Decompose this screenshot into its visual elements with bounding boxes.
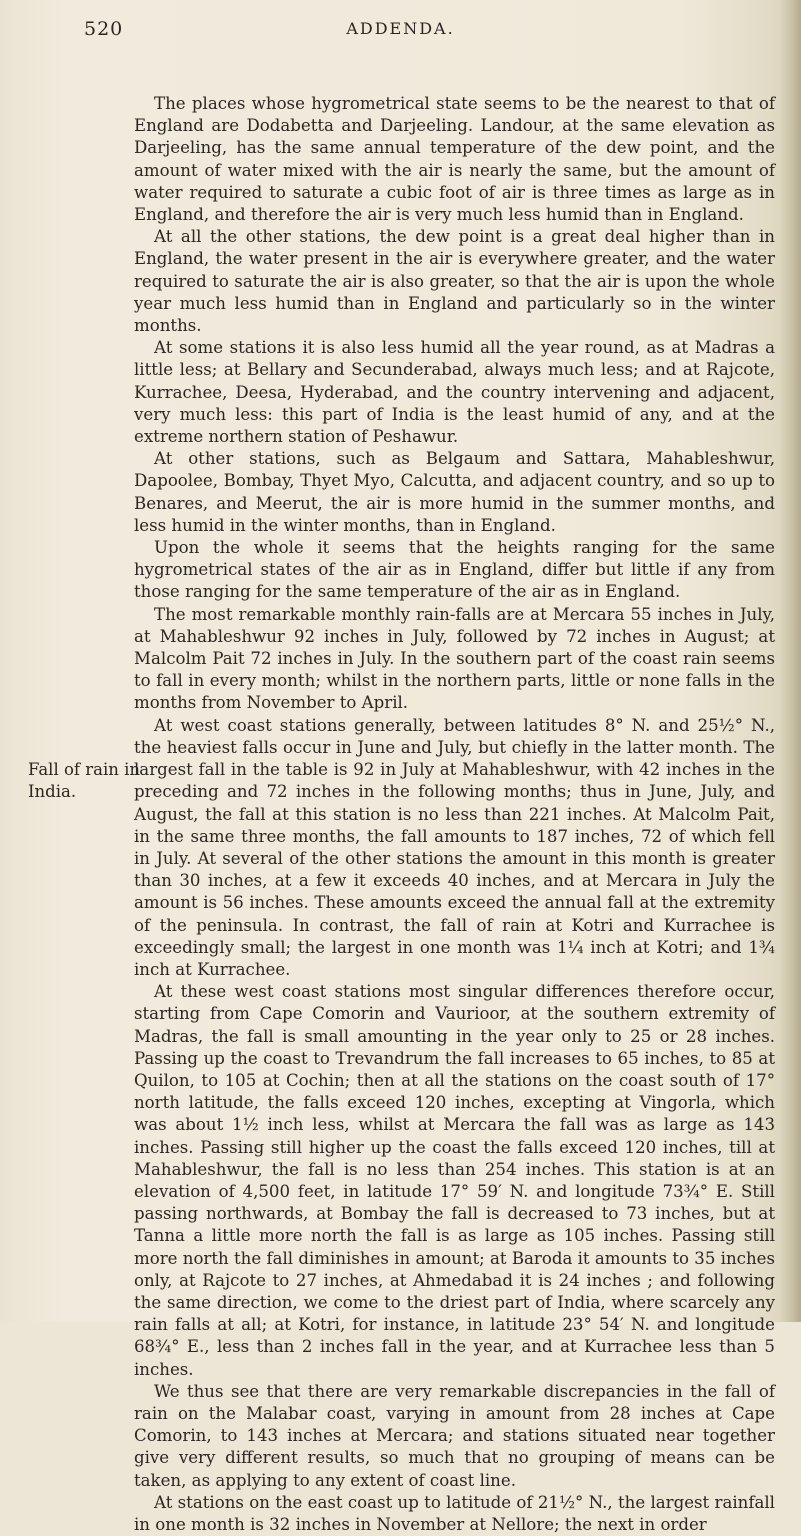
- paragraph: At other stations, such as Belgaum and Sattara, Mahableshwur, Dapoolee, Bombay, Thyet Myo, Calcutta, and adjacent country, and so up to Benares, and Meerut, the air is more humid in the summer months, and less humid in the winter months, than in England.: [134, 449, 775, 535]
- paragraph: The most remarkable monthly rain-falls are at Mercara 55 inches in July, at Mahableshwur 92 inches in July, followed by 72 inches in August; at Malcolm Pait 72 inches in July. In the southern part of the coast rain seems to fall in every month; whilst in the northern parts, little or none falls in the months from November to April.: [134, 604, 775, 713]
- margin-note: [28, 759, 141, 803]
- running-head: ADDENDA.: [346, 19, 455, 38]
- page-edge-shadow: [779, 0, 801, 1322]
- paragraph: At west coast stations generally, between latitudes 8° N. and 25½° N., the heaviest falls occur in June and July, but chiefly in the latter month. The largest fall in the table is 92 in July at Mahableshwur, with 42 inches in the preceding and 72 inches in the following months; thus in June, July, and August, the fall at this station is no less than 221 inches. At Malcolm Pait, in the same three months, the fall amounts to 187 inches, 72 of which fell in July. At several of the other stations the amount in this month is greater than 30 inches, at a few it exceeds 40 inches, and at Mercara in July the amount is 56 inches. These amounts exceed the annual fall at the extremity of the peninsula. In contrast, the fall of rain at Kotri and Kurrachee is exceedingly small; the largest in one month was 1¼ inch at Kotri; and 1¾ inch at Kurrachee.: [134, 715, 775, 979]
- margin-note-line: India.: [28, 782, 77, 801]
- paragraph: At all the other stations, the dew point is a great deal higher than in England, the water present in the air is everywhere greater, and the water required to saturate the air is also greater, so that the air is upon the whole year much less humid than in England and particularly so in the winter months.: [134, 227, 775, 336]
- paragraph: The places whose hygrometrical state seems to be the nearest to that of England are Dodabetta and Darjeeling. Landour, at the same elevation as Darjeeling, has the same annual temperature of the dew point, and the amount of water mixed with the air is nearly the same, but the amount of water required to saturate a cubic foot of air is three times as large as in England, and therefore the air is very much less humid than in England.: [134, 94, 775, 225]
- paragraph: We thus see that there are very remarkable discrepancies in the fall of rain on the Malabar coast, varying in amount from 28 inches at Cape Comorin, to 143 inches at Mercara; and stations situated near together give very different results, so much that no grouping of means can be taken, as applying to any extent of coast line.: [134, 1381, 775, 1490]
- margin-note-line: Fall of rain in: [28, 760, 141, 779]
- paragraph: At some stations it is also less humid all the year round, as at Madras a little less; at Bellary and Secunderabad, always much less; and at Rajcote, Kurrachee, Deesa, Hyderabad, and the country intervening and adjacent, very much less: this part of India is the least humid of any, and at the extreme northern station of Peshawur.: [134, 338, 775, 447]
- page-header: [0, 18, 801, 58]
- page-number: 520: [84, 18, 124, 40]
- body-text: [134, 93, 775, 1536]
- paragraph: At stations on the east coast up to latitude of 21½° N., the largest rainfall in one month is 32 inches in November at Nellore; the next in order: [134, 1492, 775, 1534]
- paragraph: Upon the whole it seems that the heights ranging for the same hygrometrical states of the air as in England, differ but little if any from those ranging for the same temperature of the air as in England.: [134, 538, 775, 602]
- paragraph: At these west coast stations most singular differences therefore occur, starting from Cape Comorin and Vaurioor, at the southern extremity of Madras, the fall is small amounting in the year only to 25 or 28 inches. Passing up the coast to Trevandrum the fall increases to 65 inches, to 85 at Quilon, to 105 at Cochin; then at all the stations on the coast south of 17° north latitude, the falls exceed 120 inches, excepting at Vingorla, which was about 1½ inch less, whilst at Mercara the fall was as large as 143 inches. Passing still higher up the coast the falls exceed 120 inches, till at Mahableshwur, the fall is no less than 254 inches. This station is at an elevation of 4,500 feet, in latitude 17° 59′ N. and longitude 73¾° E. Still passing northwards, at Bombay the fall is decreased to 73 inches, but at Tanna a little more north the fall is as large as 105 inches. Passing still more north the fall diminishes in amount; at Baroda it amounts to 35 inches only, at Rajcote to 27 inches, at Ahmedabad it is 24 inches ; and following the same direction, we come to the driest part of India, where scarcely any rain falls at all; at Kotri, for instance, in latitude 23° 54′ N. and longitude 68¾° E., less than 2 inches fall in the year, and at Kurrachee less than 5 inches.: [134, 982, 775, 1379]
